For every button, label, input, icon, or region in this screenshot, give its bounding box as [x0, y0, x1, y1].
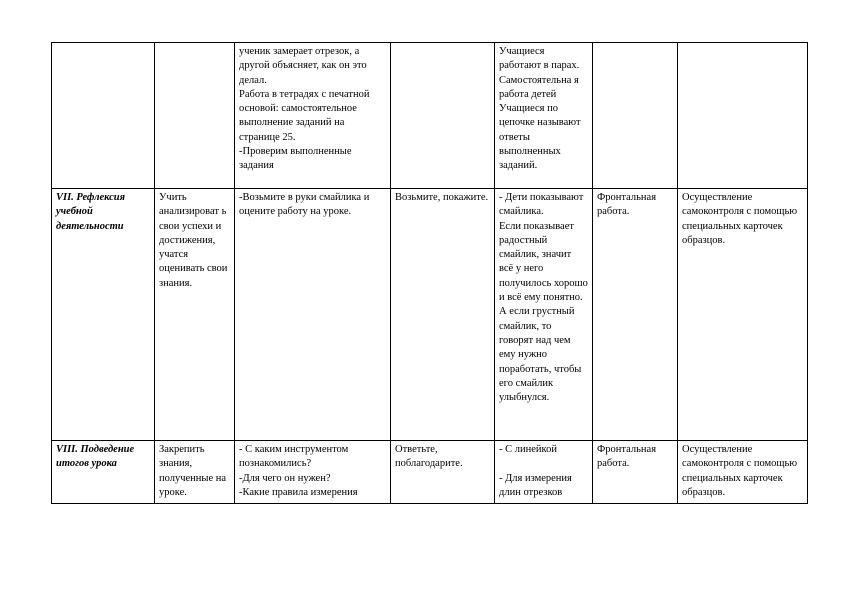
result-cell: Осуществление самоконтроля с помощью специальных карточек образцов. — [678, 189, 808, 441]
goal-cell: Учить анализироват ь свои успехи и достижения, учатся оценивать свои знания. — [155, 189, 235, 441]
work-form-cell: Фронтальная работа. — [593, 441, 678, 504]
stage-cell — [52, 43, 155, 189]
students-activity-cell: - Дети показывают смайлика. Если показывает радостный смайлик, значит всё у него получилось хорошо и всё ему понятно. А если грустный смайлик, то говорят над чем ему нужно поработать, чтобы его смайлик улыбнулся. — [495, 189, 593, 441]
teacher-activity-cell: - С каким инструментом познакомились? -Для чего он нужен? -Какие правила измерения — [235, 441, 391, 504]
lesson-plan-table — [51, 42, 808, 504]
students-activity-cell: - С линейкой - Для измерения длин отрезков — [495, 441, 593, 504]
table-row — [52, 43, 808, 189]
table-row — [52, 441, 808, 504]
table-row — [52, 189, 808, 441]
phrases-cell: Ответьте, поблагодарите. — [391, 441, 495, 504]
stage-cell: VII. Рефлексия учебной деятельности — [52, 189, 155, 441]
result-cell — [678, 43, 808, 189]
phrases-cell — [391, 43, 495, 189]
work-form-cell: Фронтальная работа. — [593, 189, 678, 441]
phrases-cell: Возьмите, покажите. — [391, 189, 495, 441]
goal-cell: Закрепить знания, полученные на уроке. — [155, 441, 235, 504]
goal-cell — [155, 43, 235, 189]
teacher-activity-cell: ученик замерает отрезок, а другой объясняет, как он это делал. Работа в тетрадях с печатной основой: самостоятельное выполнение заданий на странице 25. -Проверим выполненные задания — [235, 43, 391, 189]
result-cell: Осуществление самоконтроля с помощью специальных карточек образцов. — [678, 441, 808, 504]
work-form-cell — [593, 43, 678, 189]
students-activity-cell: Учащиеся работают в парах. Самостоятельна я работа детей Учащиеся по цепочке называют ответы выполненных заданий. — [495, 43, 593, 189]
stage-cell: VIII. Подведение итогов урока — [52, 441, 155, 504]
teacher-activity-cell: -Возьмите в руки смайлика и оцените работу на уроке. — [235, 189, 391, 441]
